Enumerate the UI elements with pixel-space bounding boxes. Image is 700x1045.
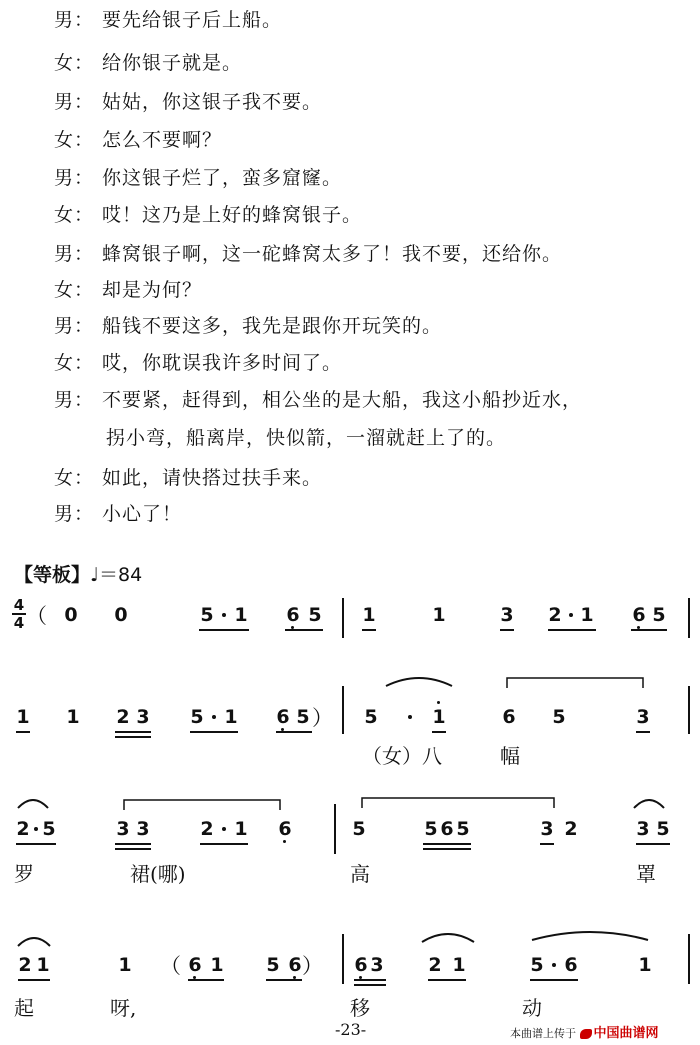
note: 6 [564,954,578,976]
ligature-bracket [360,796,556,810]
note: 6 [440,818,454,840]
underline [636,731,650,733]
tempo-label: 【等板】 [14,564,91,586]
note: 0 [64,604,78,626]
footer-text: 本曲谱上传于 [510,1027,576,1040]
lyric: 罗 [14,862,34,886]
dialogue-line [54,236,562,272]
note: 6 [276,706,290,728]
dialogue-text: 拐小弯，船离岸，快似箭，一溜就赶上了的。 [106,427,507,449]
lyric: （女）八 [362,744,442,768]
slur [530,926,650,942]
open-paren: （ [26,604,47,628]
note: 2 [116,706,130,728]
speaker-label: 男： [54,91,95,113]
dialogue-text: 蜂窝银子啊，这一砣蜂窝太多了！我不要，还给你。 [102,243,563,265]
dialogue-text: 姑姑，你这银子我不要。 [102,91,323,113]
note: 5 [190,706,204,728]
underline [354,979,386,981]
close-paren: ） [302,954,323,978]
speaker-label: 男： [54,389,95,411]
lyric: 起 [14,996,34,1020]
double-underline [423,848,471,850]
barline [688,934,690,984]
double-underline [115,848,151,850]
dialogue-line [54,84,322,120]
note: 1 [224,706,238,728]
speaker-label: 男： [54,243,95,265]
dialogue-line [54,160,342,196]
note: 5 [530,954,544,976]
time-sig-top: 4 [13,596,25,614]
underline [199,629,249,631]
augmentation-dot [408,715,412,719]
note: 3 [136,818,150,840]
speaker-label: 女： [54,52,95,74]
note: 1 [452,954,466,976]
note: 6 [632,604,646,626]
dialogue-text: 给你银子就是。 [102,52,243,74]
underline [276,731,312,733]
note: 6 [286,604,300,626]
note: 3 [636,706,650,728]
score-row-2 [0,672,700,772]
note: 2 [18,954,32,976]
speaker-label: 女： [54,279,95,301]
double-underline [115,736,151,738]
speaker-label: 男： [54,503,95,525]
underline [285,629,323,631]
dialogue-line [54,308,442,344]
note: 3 [540,818,554,840]
dialogue-text: 哎，你耽误我许多时间了。 [102,352,343,374]
note: 1 [432,706,446,728]
double-underline [354,984,386,986]
underline [16,843,56,845]
note: 5 [364,706,378,728]
underline [266,979,302,981]
slur [632,794,666,810]
dialogue-line [54,420,506,456]
underline [636,843,670,845]
dialogue-line [54,496,182,532]
underline [188,979,224,981]
dialogue-text: 你这银子烂了，蛮多窟窿。 [102,167,343,189]
time-sig-bottom: 4 [13,614,25,632]
underline [631,629,667,631]
note: 5 [42,818,56,840]
note: 1 [210,954,224,976]
note: 5 [308,604,322,626]
note: 6 [278,818,292,840]
lyric: 移 [350,996,370,1020]
site-logo-icon [580,1029,592,1039]
dialogue-line [54,2,282,38]
note: 5 [456,818,470,840]
note: 3 [636,818,650,840]
score-row-3 [0,790,700,890]
underline [115,731,151,733]
underline [432,731,446,733]
underline [18,979,50,981]
note: 6 [288,954,302,976]
footer-credit [510,1022,659,1041]
barline [342,598,344,638]
note: 5 [296,706,310,728]
ligature-bracket [122,798,282,812]
slur [16,794,50,810]
dialogue-line [54,272,202,308]
note: 2 [548,604,562,626]
ligature-bracket [505,674,645,690]
note: 5 [352,818,366,840]
underline [190,731,238,733]
quarter-note-icon: ♩ [90,564,99,586]
note: 1 [36,954,50,976]
note: 3 [136,706,150,728]
lyric: 裙(哪) [130,862,186,886]
augmentation-dot [212,715,216,719]
time-signature [12,598,26,630]
note: 1 [362,604,376,626]
augmentation-dot [569,613,573,617]
note: 6 [502,706,516,728]
dialogue-line [54,45,242,81]
page-number: -23- [335,1020,367,1039]
note: 2 [16,818,30,840]
barline [688,598,690,638]
note: 5 [200,604,214,626]
note: 5 [552,706,566,728]
note: 1 [234,818,248,840]
open-paren: （ [160,954,181,978]
dialogue-text: 不要紧，赶得到，相公坐的是大船，我这小船抄近水， [102,389,583,411]
barline [688,686,690,734]
tempo-marking [14,560,142,587]
slur [384,672,454,688]
speaker-label: 女： [54,204,95,226]
underline [540,843,554,845]
dialogue-line [54,122,222,158]
note: 1 [580,604,594,626]
dialogue-text: 小心了！ [102,503,183,525]
augmentation-dot [222,613,226,617]
underline [500,629,514,631]
note: 1 [118,954,132,976]
lyric: 高 [350,862,370,886]
note: 2 [564,818,578,840]
underline [200,843,248,845]
note: 5 [656,818,670,840]
speaker-label: 女： [54,467,95,489]
barline [342,686,344,734]
lyric: 动 [522,996,542,1020]
note: 5 [652,604,666,626]
dialogue-text: 要先给银子后上船。 [102,9,283,31]
lyric: 呀, [110,996,137,1020]
augmentation-dot [552,963,556,967]
underline [530,979,578,981]
underline [423,843,471,845]
augmentation-dot [222,827,226,831]
speaker-label: 男： [54,9,95,31]
note: 5 [424,818,438,840]
underline [115,843,151,845]
lyric: 幅 [500,744,520,768]
close-paren: ） [312,706,333,730]
note: 1 [16,706,30,728]
note: 3 [500,604,514,626]
dialogue-line [54,382,582,418]
speaker-label: 女： [54,352,95,374]
lyric: 罩 [636,862,656,886]
note: 3 [370,954,384,976]
dialogue-text: 却是为何？ [102,279,203,301]
note: 5 [266,954,280,976]
dialogue-text: 船钱不要这多，我先是跟你开玩笑的。 [102,315,443,337]
underline [428,979,466,981]
barline [334,804,336,854]
note: 6 [354,954,368,976]
dialogue-line [54,345,342,381]
speaker-label: 女： [54,129,95,151]
score-row-4 [0,908,700,1018]
footer-brand: 中国曲谱网 [593,1026,659,1041]
underline [16,731,30,733]
dialogue-text: 哎！这乃是上好的蜂窝银子。 [102,204,363,226]
speaker-label: 男： [54,167,95,189]
barline [342,934,344,984]
dialogue-text: 怎么不要啊？ [102,129,223,151]
underline [548,629,596,631]
note: 2 [428,954,442,976]
note: 1 [66,706,80,728]
note: 0 [114,604,128,626]
note: 1 [432,604,446,626]
augmentation-dot [34,827,38,831]
tempo-value: ＝84 [98,564,143,586]
speaker-label: 男： [54,315,95,337]
note: 3 [116,818,130,840]
dialogue-text: 如此，请快搭过扶手来。 [102,467,323,489]
note: 2 [200,818,214,840]
dialogue-line [54,460,322,496]
note: 1 [234,604,248,626]
note: 6 [188,954,202,976]
dialogue-line [54,197,362,233]
slur [16,932,52,948]
underline [362,629,376,631]
note: 1 [638,954,652,976]
slur [420,928,476,944]
score-row-1 [0,598,700,658]
